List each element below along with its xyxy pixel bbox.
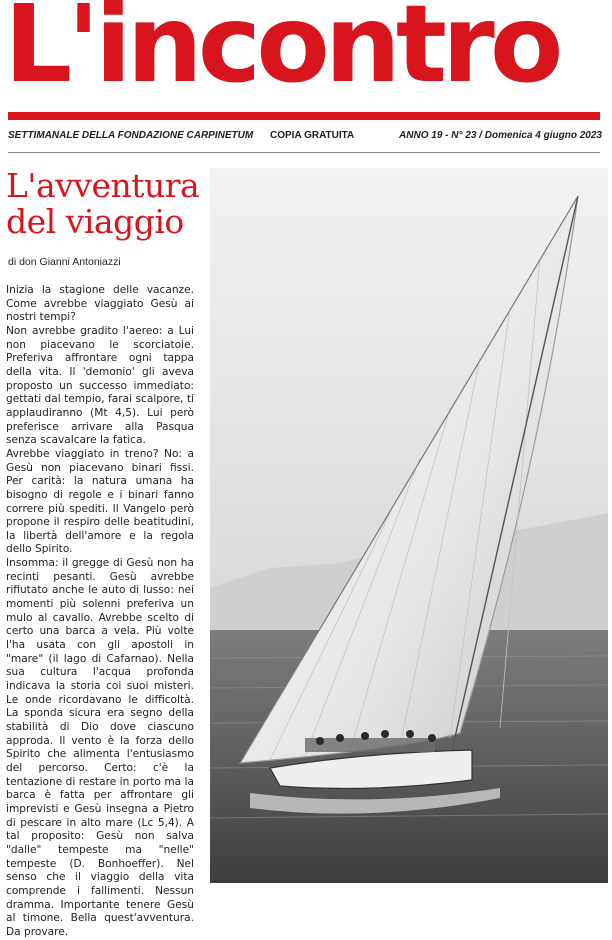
article-body — [6, 284, 194, 940]
newspaper-logo: L'incontro — [4, 0, 559, 107]
header-divider — [8, 152, 600, 153]
article-paragraph: Avrebbe viaggiato in treno? No: a Gesù non piacevano binari fissi. Per carità: la natura umana ha bisogno di regole e i binari fanno correre più spediti. Il Vangelo però propone il respiro delle beatitudini, la libertà dell'amore e la regola dello Spirito. — [6, 447, 194, 556]
masthead-tagline: SETTIMANALE DELLA FONDAZIONE CARPINETUM — [8, 130, 254, 141]
masthead — [0, 0, 612, 128]
article-paragraph: Non avrebbe gradito l'aereo: a Lui non piacevano le scorciatoie. Preferiva affrontare ogni tappa della vita. Il 'demonio' gli aveva proposto un successo immediato: gettati dal tempio, farai scalpore, ti applaudiranno (Mt 4,5). Lui però preferisce arrivare alla Pasqua senza scavalcare la fatica. — [6, 324, 194, 447]
sailboat-photo — [210, 168, 608, 883]
masthead-free-copy: COPIA GRATUITA — [270, 130, 355, 141]
article-paragraph: Insomma: il gregge di Gesù non ha recinti pesanti. Gesù avrebbe rifiutato anche le auto di lusso: nei momenti più solenni preferiva un mulo al cavallo. Avrebbe scelto di certo una barca a vela. Più volte l'ha usata con gli apostoli in "mare" (il lago di Cafarnao). Nella sua cultura l'acqua profonda indicava la storia coi suoi misteri. Le onde ricordavano le difficoltà. La sponda sicura era segno della stabilità di Dio dove ciascuno approda. Il vento è la forza dello Spirito che alimenta l'entusiasmo del percorso. Certo: c'è la tentazione di restare in porto ma la barca è fatta per affrontare gli imprevisti e Gesù insegna a Pietro di pescare in alto mare (Lc 5,4). A tal proposito: Gesù non salva "dalle" tempeste ma "nelle" tempeste (D. Bonhoeffer). Nel senso che il viaggio della vita comprende i fallimenti. Nessun dramma. Importante tenere Gesù al timone. Bella quest'avventura. Da provare. — [6, 557, 194, 938]
article-byline: di don Gianni Antoniazzi — [8, 256, 121, 268]
article-headline: L'avventura del viaggio — [6, 166, 200, 241]
logo-underline — [8, 112, 600, 120]
article-paragraph: Inizia la stagione delle vacanze. Come avrebbe viaggiato Gesù ai nostri tempi? — [6, 284, 194, 324]
sailboat-illustration — [210, 168, 608, 883]
masthead-issue-date: ANNO 19 - N° 23 / Domenica 4 giugno 2023 — [399, 130, 602, 141]
